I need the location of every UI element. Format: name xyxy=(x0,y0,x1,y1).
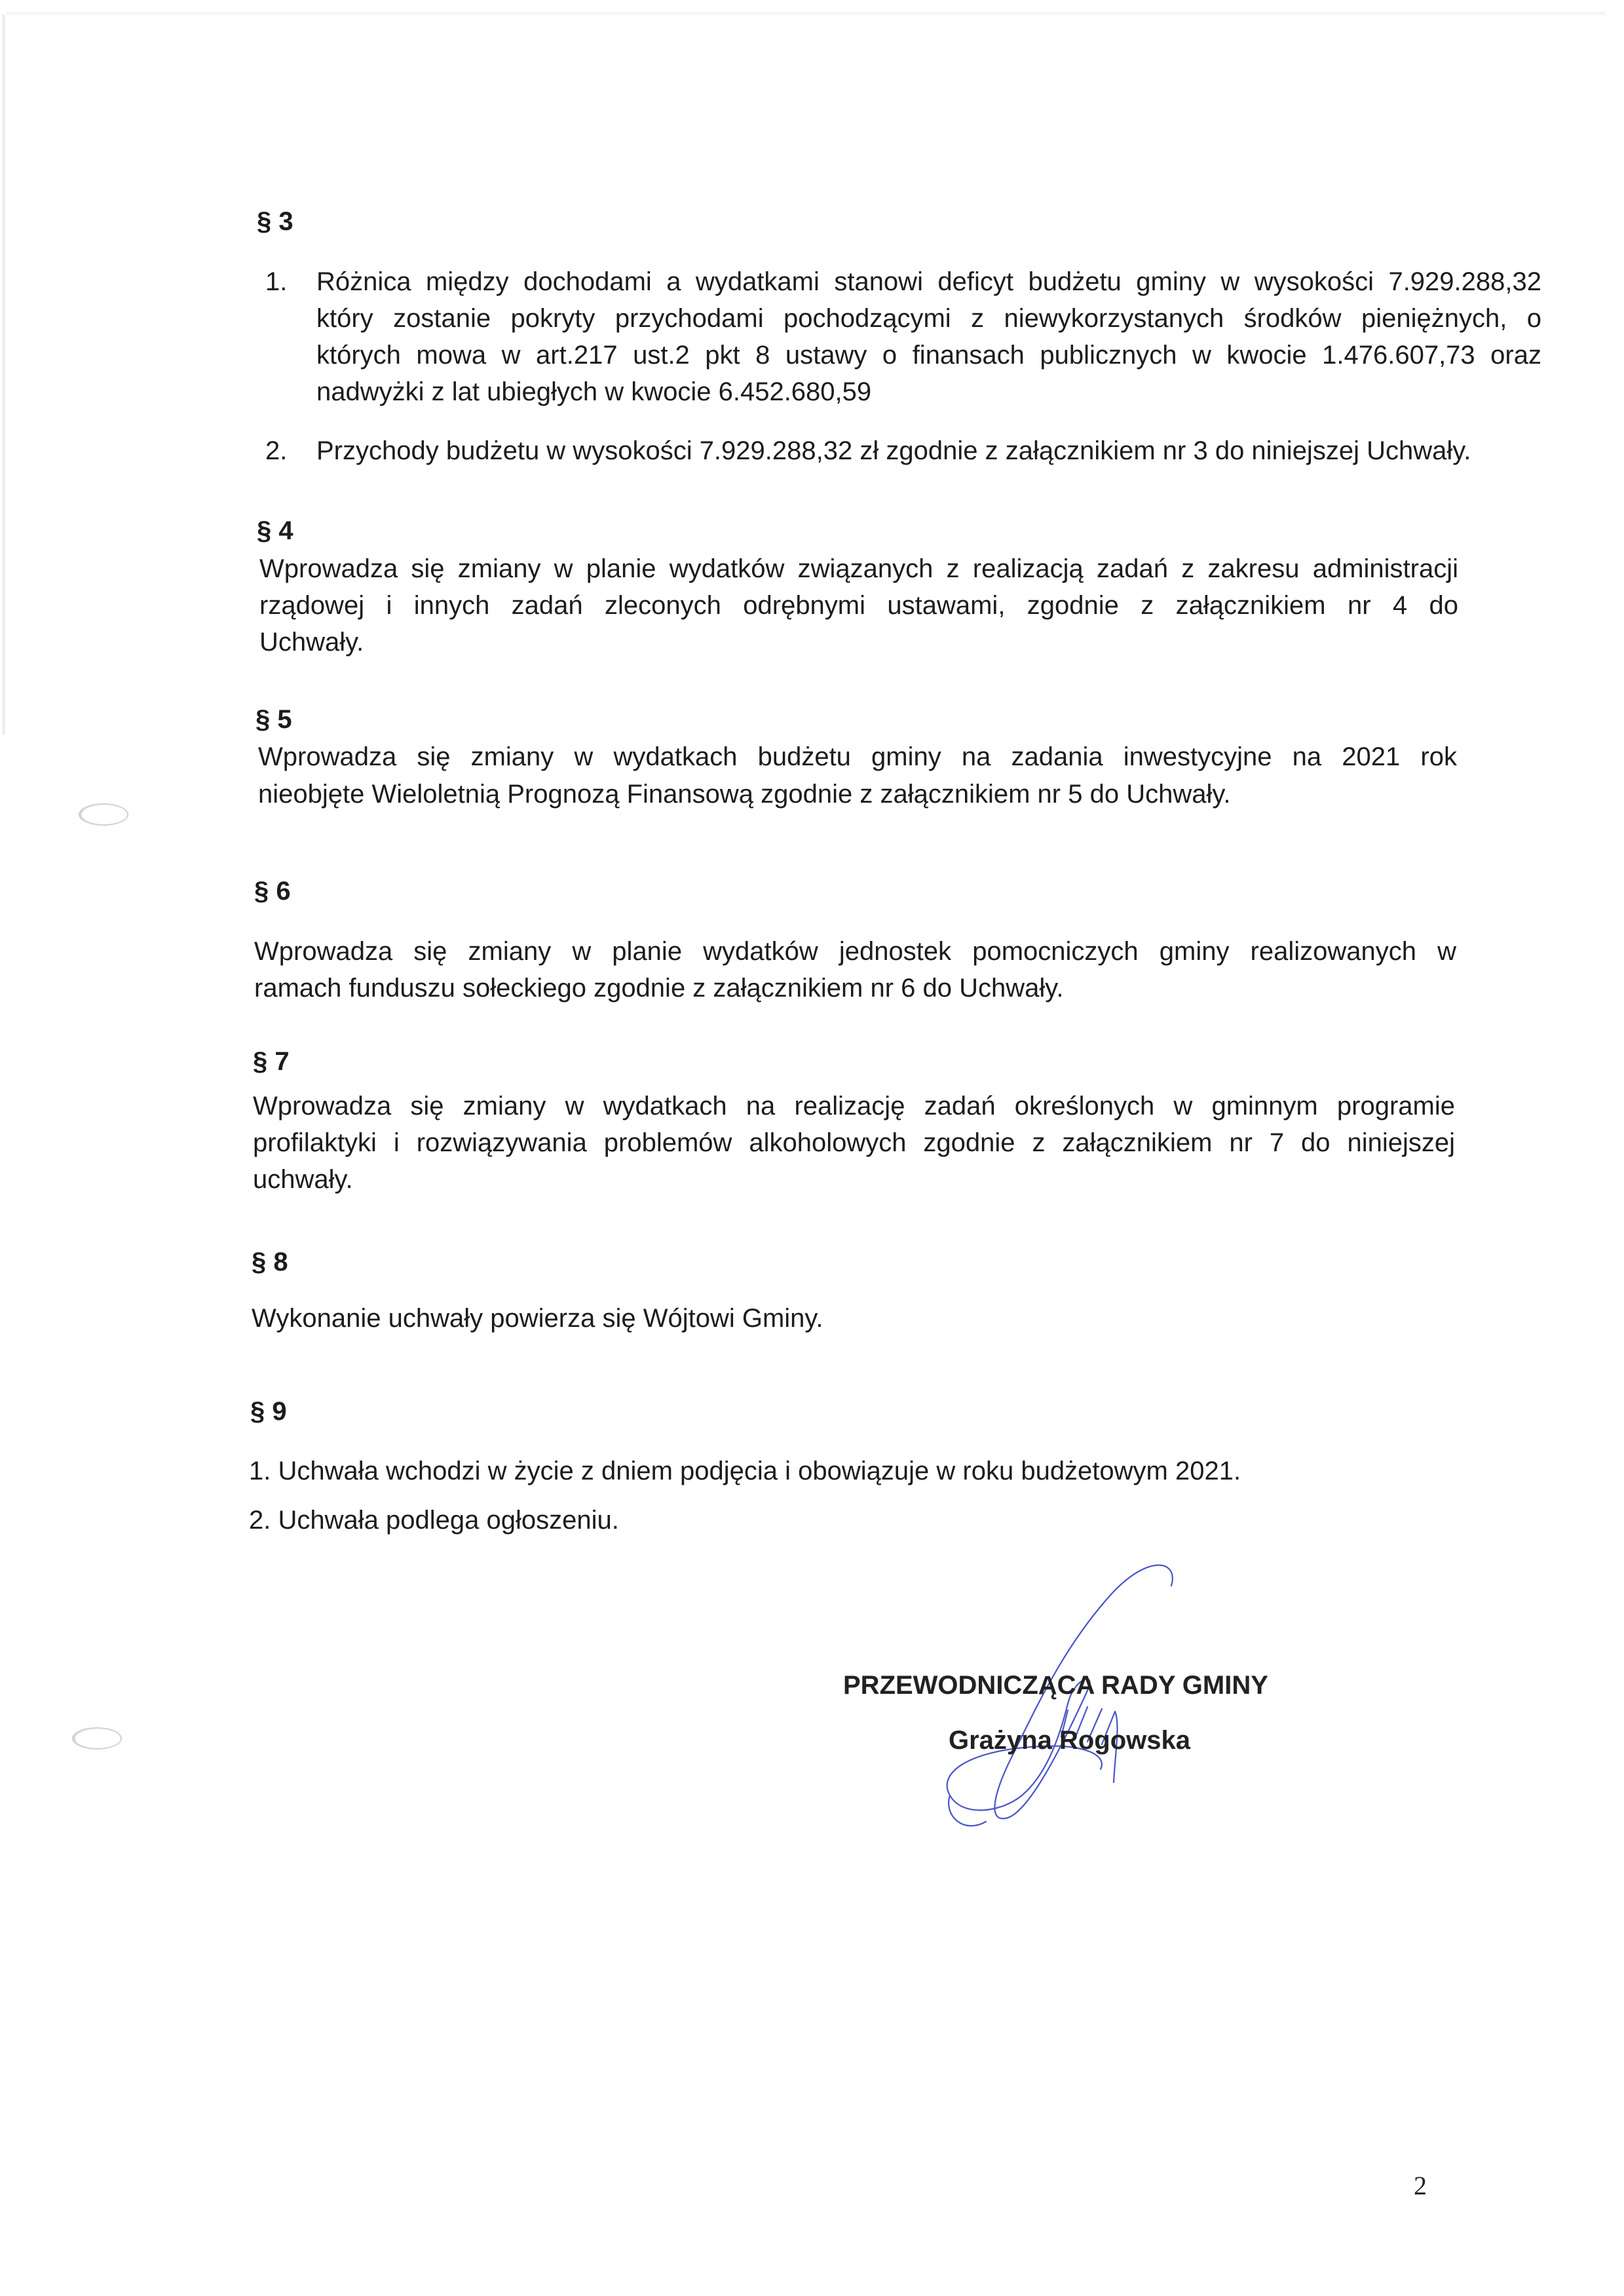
text-line: uchwały. xyxy=(253,1165,353,1194)
section-heading: § 4 xyxy=(257,516,293,545)
text-line: Uchwały. xyxy=(259,628,364,657)
text-line: Wprowadza się zmiany w planie wydatków jednostek pomocniczych gminy realizowanych w xyxy=(254,938,1456,966)
list-item: 2. Uchwała podlega ogłoszeniu. xyxy=(249,1506,619,1535)
text-line: Różnica między dochodami a wydatkami stanowi deficyt budżetu gminy w wysokości 7.929.288,32 xyxy=(316,269,1541,296)
text-line: rządowej i innych zadań zleconych odrębnymi ustawami, zgodnie z załącznikiem nr 4 do xyxy=(259,592,1458,620)
section-heading: § 3 xyxy=(257,207,293,236)
text-line: Wprowadza się zmiany w wydatkach na realizację zadań określonych w gminnym programie xyxy=(253,1093,1455,1120)
text-line: Wprowadza się zmiany w planie wydatków związanych z realizacją zadań z zakresu administracji xyxy=(259,556,1458,583)
section-heading: § 5 xyxy=(255,705,292,734)
section-heading: § 9 xyxy=(250,1397,287,1426)
text-line: ramach funduszu sołeckiego zgodnie z załącznikiem nr 6 do Uchwały. xyxy=(254,974,1064,1003)
page-number: 2 xyxy=(1414,2171,1427,2200)
page-edge-top xyxy=(7,12,1605,16)
text-line: Wprowadza się zmiany w wydatkach budżetu gminy na zadania inwestycyjne na 2021 rok xyxy=(258,744,1457,771)
punch-hole-upper xyxy=(79,803,128,826)
list-item: 1. Uchwała wchodzi w życie z dniem podjęcia i obowiązuje w roku budżetowym 2021. xyxy=(249,1457,1241,1485)
text-line: nadwyżki z lat ubiegłych w kwocie 6.452.680,59 xyxy=(316,377,872,406)
section-heading: § 7 xyxy=(253,1047,290,1076)
text-line: Przychody budżetu w wysokości 7.929.288,32 zł zgodnie z załącznikiem nr 3 do niniejszej Uchwały. xyxy=(316,436,1471,465)
text-line: profilaktyki i rozwiązywania problemów alkoholowych zgodnie z załącznikiem nr 7 do niniejszej xyxy=(253,1130,1455,1157)
signatory-name: Grażyna Rogowska xyxy=(949,1726,1191,1755)
text-line: nieobjęte Wieloletnią Prognozą Finansową zgodnie z załącznikiem nr 5 do Uchwały. xyxy=(258,780,1231,809)
page-edge-left xyxy=(3,14,5,735)
section-heading: § 6 xyxy=(254,877,291,906)
text-line: który zostanie pokryty przychodami pochodzącymi z niewykorzystanych środków pieniężnych, o xyxy=(316,305,1541,333)
text-line: których mowa w art.217 ust.2 pkt 8 ustawy o finansach publicznych w kwocie 1.476.607,73 oraz xyxy=(316,342,1541,370)
signatory-title: PRZEWODNICZĄCA RADY GMINY xyxy=(843,1671,1268,1700)
punch-hole-lower xyxy=(72,1727,122,1750)
section-heading: § 8 xyxy=(252,1248,288,1276)
text-line: Wykonanie uchwały powierza się Wójtowi Gminy. xyxy=(252,1304,823,1333)
list-number: 1. xyxy=(265,267,288,296)
list-number: 2. xyxy=(265,436,288,465)
